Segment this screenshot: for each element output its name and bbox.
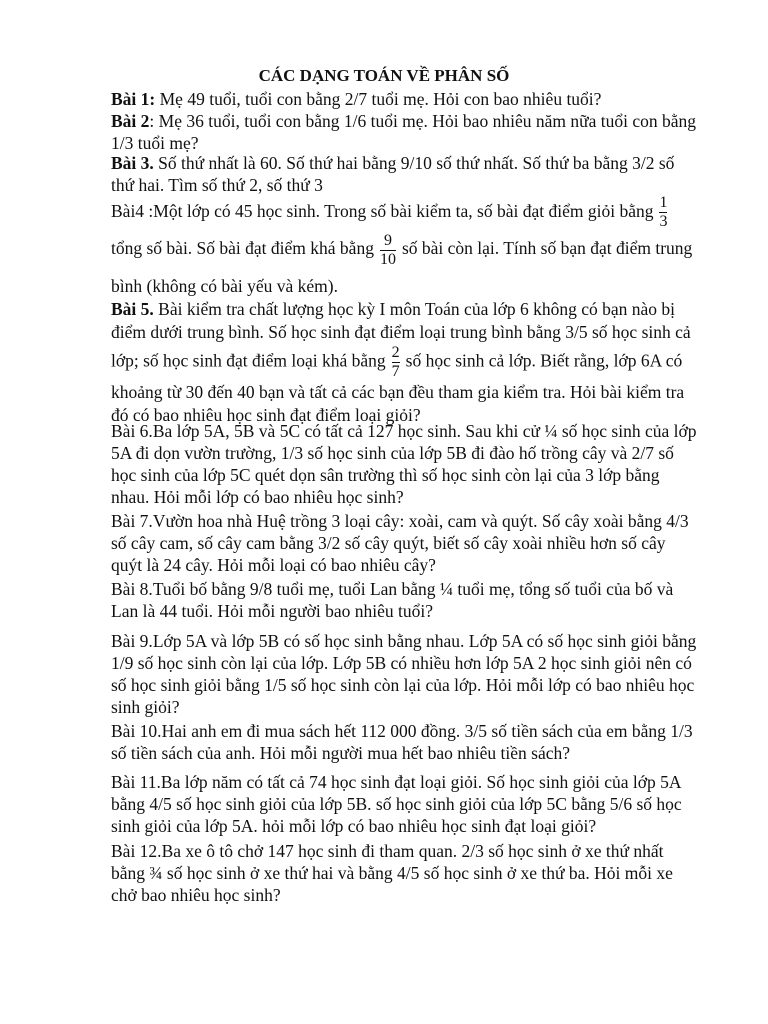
exercise-label: Bài 9. bbox=[111, 631, 153, 651]
exercise-text: Tuổi bố bằng 9/8 tuổi mẹ, tuổi Lan bằng ¼ tuổi mẹ, tổng số tuổi của bố và Lan là 44 tuổi. Hỏi mỗi người bao nhiêu tuổi? bbox=[111, 579, 674, 621]
exercise-label: Bài 2 bbox=[111, 111, 150, 131]
exercise-9 bbox=[111, 630, 697, 718]
exercise-6 bbox=[111, 420, 697, 508]
exercise-label: Bài 12. bbox=[111, 841, 162, 861]
exercise-label: Bài 7. bbox=[111, 511, 153, 531]
exercise-label: Bài 3. bbox=[111, 153, 154, 173]
fraction bbox=[392, 344, 400, 381]
exercise-3 bbox=[111, 152, 697, 196]
exercise-text: Bài4 :Một lớp có 45 học sinh. Trong số bài kiểm ta, số bài đạt điểm giỏi bằng bbox=[111, 201, 654, 221]
fraction-numerator: 2 bbox=[391, 344, 400, 361]
exercise-text: Số thứ nhất là 60. Số thứ hai bằng 9/10 số thứ nhất. Số thứ ba bằng 3/2 số thứ hai. Tìm số thứ 2, số thứ 3 bbox=[111, 153, 675, 195]
fraction-denominator: 7 bbox=[391, 363, 400, 380]
fraction-numerator: 1 bbox=[659, 194, 668, 212]
exercise-5 bbox=[111, 298, 697, 427]
exercise-text: Bài kiểm tra chất lượng học kỳ I môn Toán của lớp 6 không có bạn nào bị điểm dưới trung bình. Số học sinh đạt điểm loại trung bình bằng 3/5 số học sinh cả lớp; số học sinh đạt điểm loại khá bằng bbox=[111, 299, 691, 371]
exercise-text: Hai anh em đi mua sách hết 112 000 đồng. 3/5 số tiền sách của em bằng 1/3 số tiền sách của anh. Hỏi mỗi người mua hết bao nhiêu tiền sách? bbox=[111, 721, 693, 763]
fraction-denominator: 3 bbox=[659, 213, 668, 231]
exercise-text: tổng số bài. Số bài đạt điểm khá bằng bbox=[111, 238, 374, 259]
exercise-11 bbox=[111, 771, 697, 837]
exercise-label: Bài 11. bbox=[111, 772, 161, 792]
fraction bbox=[659, 194, 667, 231]
exercise-7 bbox=[111, 510, 697, 576]
exercise-label: Bài 10. bbox=[111, 721, 162, 741]
exercise-text: Ba xe ô tô chở 147 học sinh đi tham quan. 2/3 số học sinh ở xe thứ nhất bằng ¾ số học sinh ở xe thứ hai và bằng 4/5 số học sinh ở xe thứ ba. Hỏi mỗi xe chở bao nhiêu học sinh? bbox=[111, 841, 673, 905]
exercise-1 bbox=[111, 88, 697, 110]
exercise-text: Ba lớp năm có tất cả 74 học sinh đạt loại giỏi. Số học sinh giỏi của lớp 5A bằng 4/5 số học sinh giỏi của lớp 5B. số học sinh giỏi của lớp 5C bằng 5/6 số học sinh giỏi của lớp 5A. hỏi mỗi lớp có bao nhiêu học sinh đạt loại giỏi? bbox=[111, 772, 682, 836]
exercise-2 bbox=[111, 110, 697, 154]
exercise-8 bbox=[111, 578, 697, 622]
exercise-text: Lớp 5A và lớp 5B có số học sinh bằng nhau. Lớp 5A có số học sinh giỏi bằng 1/9 số học sinh còn lại của lớp. Lớp 5B có nhiều hơn lớp 5A 2 học sinh giỏi nên có số học sinh giỏi bằng 1/5 số học sinh còn lại của lớp. Hỏi mỗi lớp có bao nhiêu học sinh giỏi? bbox=[111, 631, 697, 717]
exercise-12 bbox=[111, 840, 697, 906]
exercise-label: Bài 8. bbox=[111, 579, 153, 599]
exercise-text: số bài còn lại. Tính số bạn đạt điểm trung bình (không có bài yếu và kém). bbox=[111, 238, 693, 296]
exercise-text: Mẹ 49 tuổi, tuổi con bằng 2/7 tuổi mẹ. Hỏi con bao nhiêu tuổi? bbox=[155, 89, 602, 109]
exercise-text: : Mẹ 36 tuổi, tuổi con bằng 1/6 tuổi mẹ. Hỏi bao nhiêu năm nữa tuổi con bằng 1/3 tuổi mẹ? bbox=[111, 111, 696, 153]
exercise-label: Bài 1: bbox=[111, 89, 156, 109]
document-title: CÁC DẠNG TOÁN VỀ PHÂN SỐ bbox=[258, 66, 510, 85]
exercise-label: Bài 6. bbox=[111, 421, 153, 441]
fraction-denominator: 10 bbox=[379, 250, 396, 268]
exercise-text: số học sinh cả lớp. Biết rằng, lớp 6A có khoảng từ 30 đến 40 bạn và tất cả các bạn đều tham gia kiểm tra. Hỏi bài kiểm tra đó có bao nhiêu học sinh đạt điểm loại giỏi? bbox=[111, 350, 685, 425]
exercise-text: Vườn hoa nhà Huệ trồng 3 loại cây: xoài, cam và quýt. Số cây xoài bằng 4/3 số cây cam, số cây cam bằng 3/2 số cây quýt, biết số cây xoài nhiều hơn số cây quýt là 24 cây. Hỏi mỗi loại có bao nhiêu cây? bbox=[111, 511, 689, 575]
exercise-4 bbox=[111, 194, 697, 303]
exercise-10 bbox=[111, 720, 697, 764]
fraction bbox=[380, 232, 396, 269]
fraction-numerator: 9 bbox=[383, 231, 392, 249]
exercise-text: Ba lớp 5A, 5B và 5C có tất cả 127 học sinh. Sau khi cử ¼ số học sinh của lớp 5A đi dọn vườn trường, 1/3 số học sinh của lớp 5B đi đào hố trồng cây và 2/7 số học sinh của lớp 5C quét dọn sân trường thì số học sinh còn lại của 3 lớp bằng nhau. Hỏi mỗi lớp có bao nhiêu học sinh? bbox=[111, 421, 697, 507]
exercise-label: Bài 5. bbox=[111, 299, 154, 319]
